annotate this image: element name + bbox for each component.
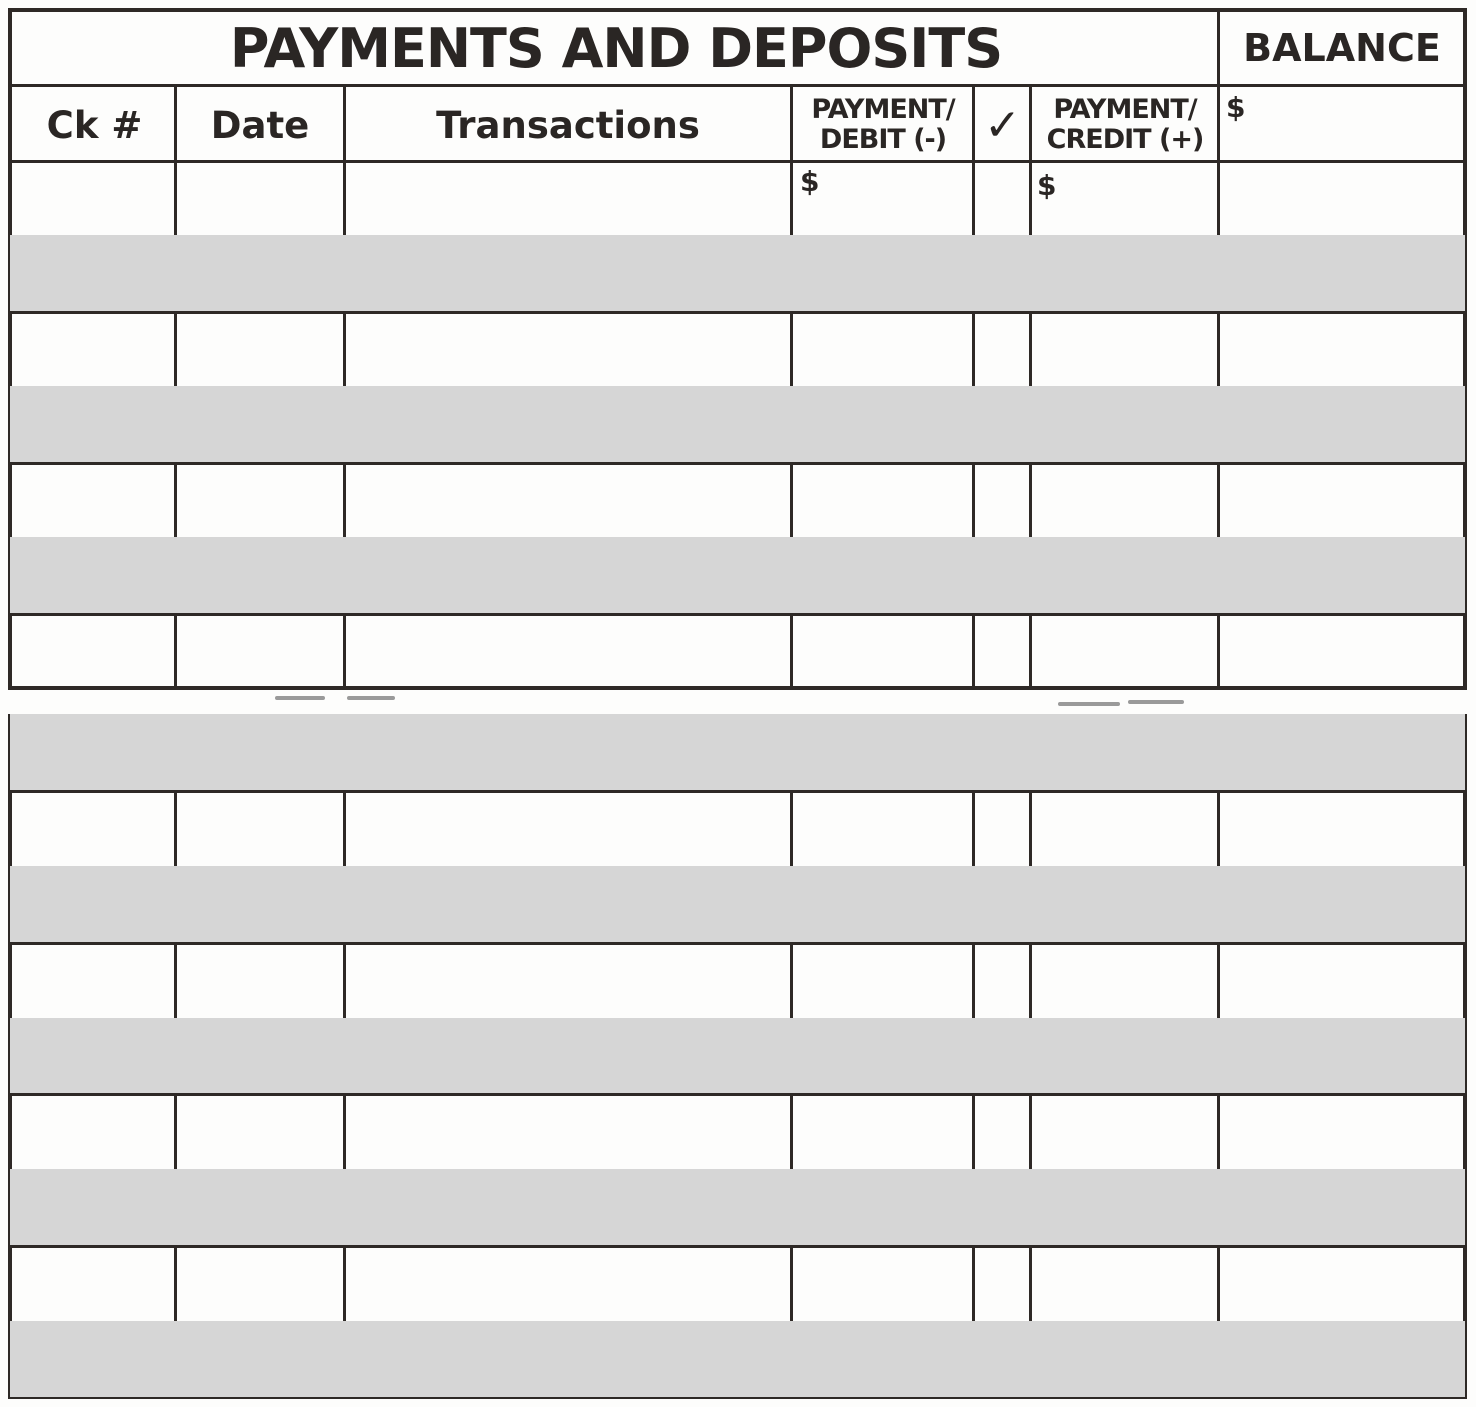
debit-cell[interactable]	[793, 793, 971, 865]
balance-cell[interactable]	[1220, 717, 1464, 789]
date-cell[interactable]	[177, 1248, 342, 1320]
date-cell[interactable]	[177, 465, 342, 536]
transaction-cell[interactable]	[346, 869, 789, 941]
credit-cell[interactable]	[1032, 540, 1216, 611]
transaction-cell[interactable]	[346, 793, 789, 865]
ck-number-cell[interactable]	[13, 717, 173, 789]
credit-cell[interactable]	[1032, 163, 1216, 234]
date-cell[interactable]	[177, 793, 342, 865]
credit-dollar-sign: $	[1037, 168, 1057, 202]
ck-number-cell[interactable]	[13, 1021, 173, 1093]
column-header-payment-debit	[793, 90, 973, 160]
ck-number-cell[interactable]	[13, 238, 173, 309]
cleared-cell[interactable]	[975, 1248, 1028, 1320]
ck-number-cell[interactable]	[13, 869, 173, 941]
title-divider	[10, 84, 1465, 87]
debit-cell[interactable]	[793, 314, 971, 385]
transaction-cell[interactable]	[346, 1172, 789, 1244]
transaction-cell[interactable]	[346, 314, 789, 385]
balance-cell[interactable]	[1220, 616, 1464, 687]
transaction-cell[interactable]	[346, 1096, 789, 1168]
balance-cell[interactable]	[1220, 869, 1464, 941]
column-header-transactions: Transactions	[436, 103, 700, 147]
column-header-ck-number: Ck #	[46, 103, 143, 147]
date-cell[interactable]	[177, 1324, 342, 1396]
cleared-cell[interactable]	[975, 793, 1028, 865]
balance-cell[interactable]	[1220, 540, 1464, 611]
page-title: PAYMENTS AND DEPOSITS	[229, 16, 1003, 80]
balance-cell[interactable]	[1220, 238, 1464, 309]
balance-cell[interactable]	[1220, 945, 1464, 1017]
transaction-cell[interactable]	[346, 1324, 789, 1396]
balance-cell[interactable]	[1220, 1248, 1464, 1320]
column-header-payment-credit	[1032, 90, 1218, 160]
debit-cell[interactable]	[793, 945, 971, 1017]
ck-number-cell[interactable]	[13, 1324, 173, 1396]
date-cell[interactable]	[177, 717, 342, 789]
column-header-date: Date	[210, 103, 310, 147]
debit-header-line2: DEBIT (-)	[819, 124, 947, 155]
ck-number-cell[interactable]	[13, 793, 173, 865]
cleared-cell[interactable]	[975, 238, 1028, 309]
credit-cell[interactable]	[1032, 717, 1216, 789]
debit-cell[interactable]	[793, 717, 971, 789]
date-cell[interactable]	[177, 945, 342, 1017]
credit-cell[interactable]	[1032, 1248, 1216, 1320]
transaction-cell[interactable]	[346, 616, 789, 687]
binding-mark	[275, 696, 325, 700]
credit-cell[interactable]	[1032, 1021, 1216, 1093]
cleared-cell[interactable]	[975, 540, 1028, 611]
ck-number-cell[interactable]	[13, 540, 173, 611]
ck-number-cell[interactable]	[13, 1096, 173, 1168]
debit-cell[interactable]	[793, 389, 971, 460]
balance-cell[interactable]	[1220, 1324, 1464, 1396]
balance-cell[interactable]	[1220, 1172, 1464, 1244]
credit-cell[interactable]	[1032, 945, 1216, 1017]
date-cell[interactable]	[177, 389, 342, 460]
ck-number-cell[interactable]	[13, 465, 173, 536]
cleared-cell[interactable]	[975, 163, 1028, 234]
binding-mark	[347, 696, 395, 700]
balance-dollar-sign: $	[1226, 90, 1246, 124]
ck-number-cell[interactable]	[13, 314, 173, 385]
credit-cell[interactable]	[1032, 314, 1216, 385]
debit-cell[interactable]	[793, 1324, 971, 1396]
credit-cell[interactable]	[1032, 1096, 1216, 1168]
debit-cell[interactable]	[793, 616, 971, 687]
transaction-cell[interactable]	[346, 945, 789, 1017]
ck-number-cell[interactable]	[13, 1248, 173, 1320]
cleared-cell[interactable]	[975, 1324, 1028, 1396]
date-cell[interactable]	[177, 238, 342, 309]
cleared-cell[interactable]	[975, 616, 1028, 687]
credit-cell[interactable]	[1032, 616, 1216, 687]
balance-cell[interactable]	[1220, 1021, 1464, 1093]
credit-cell[interactable]	[1032, 389, 1216, 460]
balance-cell[interactable]	[1220, 465, 1464, 536]
transaction-cell[interactable]	[346, 465, 789, 536]
transaction-cell[interactable]	[346, 238, 789, 309]
debit-dollar-sign: $	[800, 164, 820, 198]
balance-cell[interactable]	[1220, 793, 1464, 865]
transaction-cell[interactable]	[346, 540, 789, 611]
debit-cell[interactable]	[793, 1172, 971, 1244]
binding-mark	[1128, 700, 1184, 704]
debit-cell[interactable]	[793, 1096, 971, 1168]
ck-number-cell[interactable]	[13, 1172, 173, 1244]
ck-number-cell[interactable]	[13, 945, 173, 1017]
credit-cell[interactable]	[1032, 465, 1216, 536]
binding-mark	[1058, 702, 1120, 706]
date-cell[interactable]	[177, 1172, 342, 1244]
balance-cell[interactable]	[1220, 1096, 1464, 1168]
date-cell[interactable]	[177, 1021, 342, 1093]
debit-cell[interactable]	[793, 465, 971, 536]
transaction-cell[interactable]	[346, 1248, 789, 1320]
date-cell[interactable]	[177, 540, 342, 611]
balance-cell[interactable]	[1220, 389, 1464, 460]
credit-cell[interactable]	[1032, 869, 1216, 941]
date-cell[interactable]	[177, 1096, 342, 1168]
cleared-cell[interactable]	[975, 314, 1028, 385]
transaction-cell[interactable]	[346, 717, 789, 789]
credit-cell[interactable]	[1032, 238, 1216, 309]
credit-cell[interactable]	[1032, 793, 1216, 865]
debit-cell[interactable]	[793, 540, 971, 611]
debit-cell[interactable]	[793, 238, 971, 309]
cleared-cell[interactable]	[975, 1021, 1028, 1093]
transaction-cell[interactable]	[346, 163, 789, 234]
credit-header-line1: PAYMENT/	[1053, 94, 1197, 125]
cleared-cell[interactable]	[975, 389, 1028, 460]
balance-cell[interactable]	[1220, 163, 1464, 234]
date-cell[interactable]	[177, 869, 342, 941]
ck-number-cell[interactable]	[13, 616, 173, 687]
debit-cell[interactable]	[793, 1248, 971, 1320]
date-cell[interactable]	[177, 314, 342, 385]
debit-cell[interactable]	[793, 163, 971, 234]
cleared-cell[interactable]	[975, 465, 1028, 536]
credit-cell[interactable]	[1032, 1324, 1216, 1396]
debit-cell[interactable]	[793, 869, 971, 941]
ck-number-cell[interactable]	[13, 389, 173, 460]
cleared-cell[interactable]	[975, 1096, 1028, 1168]
date-cell[interactable]	[177, 163, 342, 234]
balance-cell[interactable]	[1220, 314, 1464, 385]
credit-cell[interactable]	[1032, 1172, 1216, 1244]
column-header-cleared-check-icon: ✓	[984, 99, 1021, 151]
ck-number-cell[interactable]	[13, 163, 173, 234]
transaction-cell[interactable]	[346, 1021, 789, 1093]
credit-header-line2: CREDIT (+)	[1046, 124, 1204, 155]
cleared-cell[interactable]	[975, 869, 1028, 941]
cleared-cell[interactable]	[975, 1172, 1028, 1244]
debit-header-line1: PAYMENT/	[811, 94, 955, 125]
date-cell[interactable]	[177, 616, 342, 687]
cleared-cell[interactable]	[975, 717, 1028, 789]
balance-heading: BALANCE	[1243, 26, 1441, 70]
cleared-cell[interactable]	[975, 945, 1028, 1017]
transaction-cell[interactable]	[346, 389, 789, 460]
debit-cell[interactable]	[793, 1021, 971, 1093]
